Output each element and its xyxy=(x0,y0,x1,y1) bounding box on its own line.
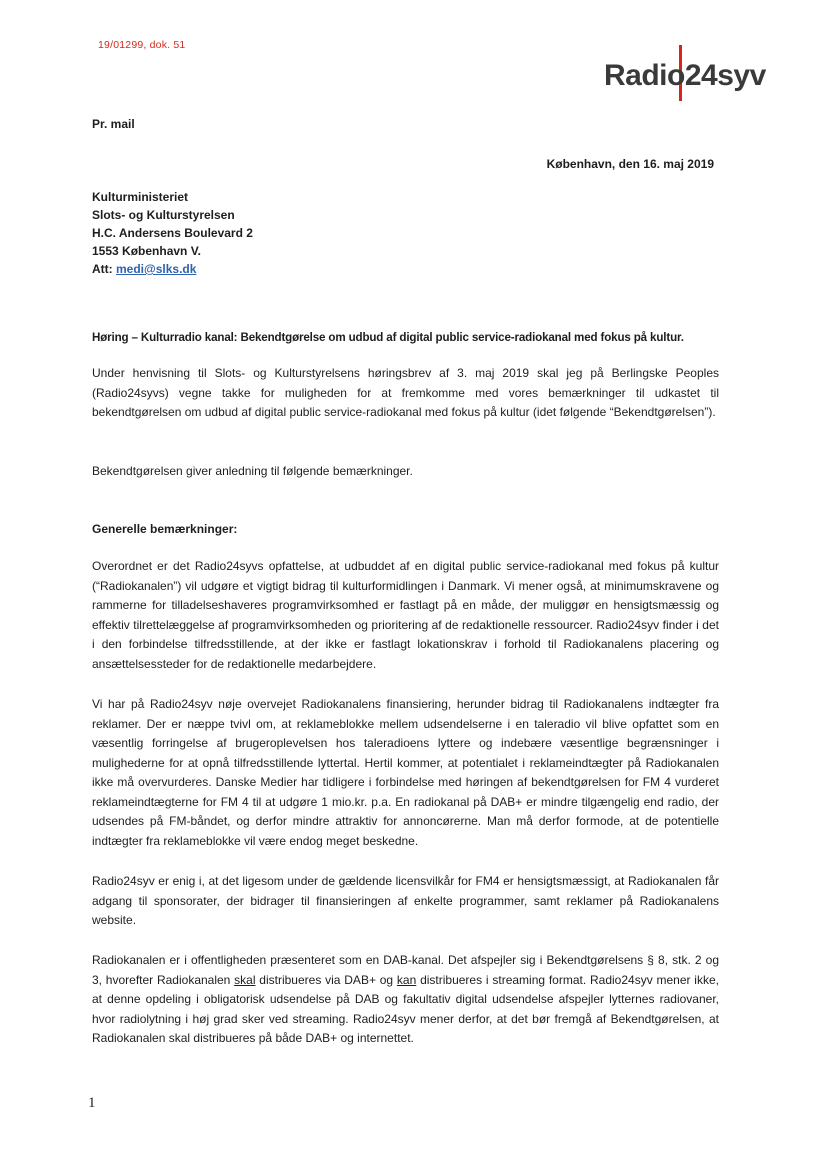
attention-line xyxy=(92,260,253,278)
paragraph-text: distribueres i streaming format. Radio24syv mener ikke, at denne opdeling i obligatorisk udsendelse på DAB og fakultativ digital udsendelse afspejler lytternes radiovaner, hvor radiolytning i høj grad sker ved streaming. Radio24syv mener derfor, at det bør fremgå af Bekendtgørelsen, at Radiokanalen skal distribueres på både DAB+ og internettet. xyxy=(92,972,719,1045)
section-heading: Generelle bemærkninger: xyxy=(92,522,238,536)
paragraph-financing: Vi har på Radio24syv nøje overvejet Radiokanalens finansiering, herunder bidrag til Radiokanalens indtægter fra reklamer. Der er næppe tvivl om, at reklameblokke mellem udsendelserne i en taleradio vil blive opfattet som en væsentlig forringelse af brugeroplevelsen hos taleradioens lyttere og indebære væsentlige begrænsninger i mulighederne for at opnå tilfredsstillende lyttertal. Hertil kommer, at potentialet i reklameindtægter på Radiokanalen ikke må overvurderes. Danske Medier har tidligere i forbindelse med høringen af bekendtgørelsen for FM 4 vurderet reklameindtægterne for FM 4 til at udgøre 1 mio.kr. p.a. En radiokanal på DAB+ er mindre tilgængelig end radio, der udsendes på FM-båndet, og derfor mindre attraktiv for annoncørerne. Man må derfor formode, at de potentielle indtægter fra reklameblokke vil være endog meget beskedne. xyxy=(92,697,719,848)
subject-line: Høring – Kulturradio kanal: Bekendtgørelse om udbud af digital public service-radiokanal med fokus på kultur. xyxy=(92,331,684,344)
paragraph-overall: Overordnet er det Radio24syvs opfattelse, at udbuddet af en digital public service-radiokanal med fokus på kultur (“Radiokanalen”) vil udgøre et vigtigt bidrag til kulturformidlingen i Danmark. Vi mener også, at minimumskravene og rammerne for tilladelseshaveres programvirksomhed er fastlagt på en måde, der muliggør en hensigtsmæssig og effektiv tilrettelæggelse af programvirksomheden og prioritering af de redaktionelle ressourcer. Radio24syv finder i det i den forbindelse tilfredsstillende, at der ikke er fastlagt lokationskrav i forhold til Radiokanalens placering og ansættelsessteder for de redaktionelle medarbejdere. xyxy=(92,559,719,671)
date-line: København, den 16. maj 2019 xyxy=(546,157,714,171)
address-line: H.C. Andersens Boulevard 2 xyxy=(92,226,253,240)
paragraph-text: distribueres via DAB+ og xyxy=(255,972,397,987)
address-line: 1553 København V. xyxy=(92,244,201,258)
paragraph-remarks-intro: Bekendtgørelsen giver anledning til følgende bemærkninger. xyxy=(92,464,413,478)
paragraph-distribution xyxy=(92,951,719,1049)
address-line: Slots- og Kulturstyrelsen xyxy=(92,208,235,222)
paragraph-intro: Under henvisning til Slots- og Kulturstyrelsens høringsbrev af 3. maj 2019 skal jeg på Berlingske Peoples (Radio24syvs) vegne takke for muligheden for at fremkomme med vores bemærkninger til udkastet til bekendtgørelsen om udbud af digital public service-radiokanal med fokus på kultur (idet følgende “Bekendtgørelsen”). xyxy=(92,366,719,419)
address-line: Kulturministeriet xyxy=(92,190,189,204)
att-label: Att: xyxy=(92,262,116,276)
underlined-word: kan xyxy=(396,972,417,987)
paragraph-sponsorship: Radio24syv er enig i, at det ligesom under de gældende licensvilkår for FM4 er hensigtsmæssigt, at Radiokanalen får adgang til sponsorater, der bidrager til finansieringen af enkelte programmer, samt reklamer på Radiokanalens website. xyxy=(92,874,719,927)
recipient-address xyxy=(92,188,253,278)
underlined-word: skal xyxy=(234,972,256,987)
radio24syv-logo xyxy=(604,45,780,101)
page-number: 1 xyxy=(88,1095,96,1111)
delivery-method: Pr. mail xyxy=(92,117,135,131)
document-stamp: 19/01299, dok. 51 xyxy=(98,39,186,51)
email-link[interactable]: medi@slks.dk xyxy=(116,262,197,276)
paragraph-text: Radiokanalen er i offentligheden præsenteret som en DAB-kanal. Det afspejler sig i Bekendtgørelsens § 8, stk. 2 og 3, hvorefter Radiokanalen xyxy=(92,953,719,987)
logo-text: Radio24syv xyxy=(604,59,766,92)
